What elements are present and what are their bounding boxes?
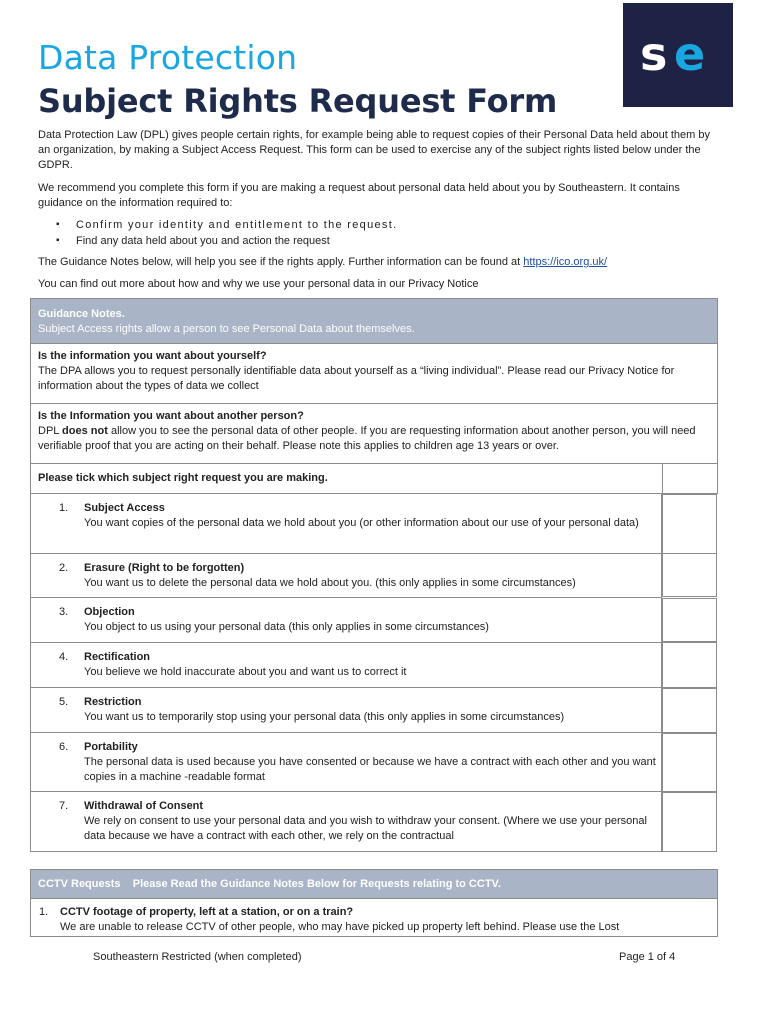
footer-page-number: Page 1 of 4	[619, 951, 676, 963]
logo-s: s	[640, 30, 668, 80]
right-item-rectification	[30, 643, 662, 688]
item-number: 1.	[59, 502, 69, 514]
guidance-header	[30, 298, 718, 344]
right-item-subject-access	[30, 494, 662, 554]
item-text: You want us to temporarily stop using your personal data (this only applies in some circumstances)	[84, 711, 565, 723]
bullet-item: ▪ Find any data held about you and action the request	[56, 233, 397, 249]
checkbox-withdrawal-of-consent[interactable]	[662, 792, 717, 852]
cctv-question-1	[30, 899, 718, 937]
question-2-bold: does not	[62, 425, 108, 437]
checkbox-objection[interactable]	[662, 598, 717, 642]
question-1-title: Is the information you want about yourself?	[38, 350, 267, 362]
guidance-question-1	[30, 344, 718, 404]
se-logo-icon	[638, 30, 718, 80]
southeastern-logo	[623, 3, 733, 107]
item-number: 5.	[59, 696, 69, 708]
item-text: You want copies of the personal data we hold about you (or other information about our use of your personal data)	[84, 517, 639, 529]
intro-paragraph-3-text: The Guidance Notes below, will help you see if the rights apply. Further information can be found at	[38, 256, 524, 268]
item-number: 2.	[59, 562, 69, 574]
item-number: 4.	[59, 651, 69, 663]
right-item-objection	[30, 598, 662, 643]
checkbox-rectification[interactable]	[662, 642, 717, 688]
item-text: You object to us using your personal data (this only applies in some circumstances)	[84, 621, 489, 633]
item-number: 3.	[59, 606, 69, 618]
question-2-prefix: DPL	[38, 425, 63, 437]
ico-link[interactable]: https://ico.org.uk/	[523, 256, 608, 268]
cctv-item-text: We are unable to release CCTV of other people, who may have picked up property left behind. Please use the Lost	[60, 921, 620, 933]
checkbox-erasure[interactable]	[662, 553, 717, 597]
intro-bullets	[56, 217, 397, 249]
question-2-rest: allow you to see the personal data of other people. If you are requesting information about another person, you will need verifiable proof that you are acting on their behalf. Please note this applies to children age 13 years or over.	[38, 425, 696, 452]
item-title: Objection	[84, 606, 135, 618]
title-line-2: Subject Rights Request Form	[38, 82, 558, 120]
item-title: Erasure (Right to be forgotten)	[84, 562, 245, 574]
cctv-item-number: 1.	[39, 906, 49, 918]
item-title: Subject Access	[84, 502, 165, 514]
item-text: The personal data is used because you have consented or because we have a contract with each other and you want copies in a machine -readable format	[84, 756, 656, 783]
item-text: You believe we hold inaccurate about you and want us to correct it	[84, 666, 407, 678]
guidance-subheading: Subject Access rights allow a person to see Personal Data about themselves.	[38, 323, 415, 335]
right-item-erasure	[30, 554, 662, 598]
item-text: We rely on consent to use your personal data and you wish to withdraw your consent. (Where we use your personal data because we have a contract with each other, we rely on the contractual	[84, 815, 647, 842]
intro-paragraph-2: We recommend you complete this form if you are making a request about personal data held about you by Southeastern. It contains guidance on the information required to:	[38, 182, 680, 209]
title-line-1: Data Protection	[38, 38, 298, 77]
checkbox-portability[interactable]	[662, 733, 717, 792]
item-title: Rectification	[84, 651, 151, 663]
cctv-heading: CCTV Requests Please Read the Guidance Notes Below for Requests relating to CCTV.	[38, 878, 501, 890]
right-item-portability	[30, 733, 662, 792]
intro-paragraph-4: You can find out more about how and why we use your personal data in our Privacy Notice	[38, 278, 479, 290]
checkbox-restriction[interactable]	[662, 688, 717, 733]
item-title: Portability	[84, 741, 138, 753]
logo-e: e	[674, 30, 706, 80]
bullet-item: ▪ Confirm your identity and entitlement to the request.	[56, 217, 397, 233]
right-item-restriction	[30, 688, 662, 733]
item-title: Restriction	[84, 696, 142, 708]
guidance-heading: Guidance Notes.	[38, 308, 125, 320]
intro-paragraph-3	[38, 255, 718, 270]
item-number: 6.	[59, 741, 69, 753]
question-1-text: The DPA allows you to request personally identifiable data about yourself as a “living individual”. Please read our Privacy Notice for information about the types of data we collect	[38, 365, 675, 392]
right-item-withdrawal-of-consent	[30, 792, 662, 852]
cctv-header	[30, 869, 718, 899]
item-number: 7.	[59, 800, 69, 812]
cctv-item-title: CCTV footage of property, left at a station, or on a train?	[60, 906, 354, 918]
item-title: Withdrawal of Consent	[84, 800, 204, 812]
intro-paragraph-1: Data Protection Law (DPL) gives people certain rights, for example being able to request copies of their Personal Data held about them by an organization, by making a Subject Access Request. This form can be used to exercise any of the subject rights listed below under the GDPR.	[38, 129, 710, 171]
tick-column-header	[662, 464, 717, 493]
guidance-question-2	[30, 404, 718, 464]
footer-classification: Southeastern Restricted (when completed)	[93, 951, 302, 963]
item-text: You want us to delete the personal data we hold about you. (this only applies in some circumstances)	[84, 577, 576, 589]
tick-heading: Please tick which subject right request you are making.	[38, 472, 328, 484]
question-2-text	[38, 424, 710, 454]
tick-heading-row	[30, 464, 718, 494]
checkbox-subject-access[interactable]	[662, 494, 717, 554]
question-2-title: Is the Information you want about another person?	[38, 410, 304, 422]
